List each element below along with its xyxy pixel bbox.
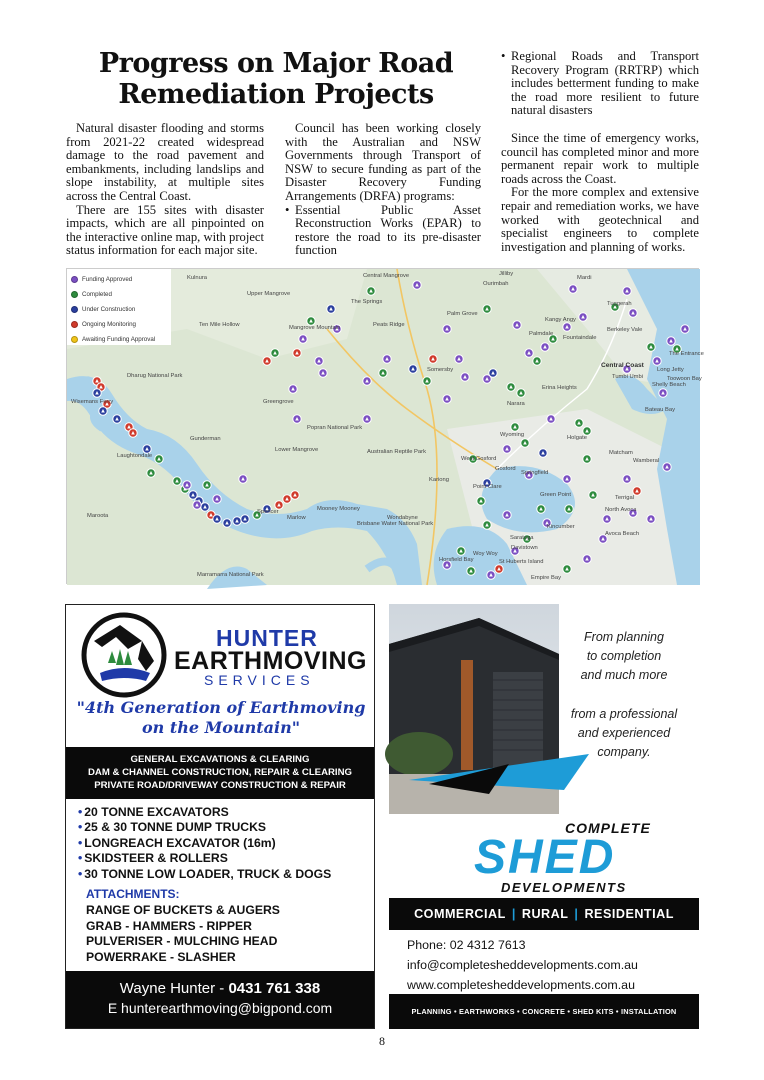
site-marker-icon[interactable] [443,325,451,333]
site-marker-icon[interactable] [467,567,475,575]
site-marker-icon[interactable] [409,365,417,373]
place-label: Peats Ridge [373,322,405,328]
site-marker-icon[interactable] [413,281,421,289]
legend-funding-approved: Funding Approved [71,272,167,287]
status-dot-icon [71,321,78,328]
tagline-line: company. [597,745,651,759]
place-label: Tumbi Umbi [612,374,644,380]
place-label: Gunderman [190,436,221,442]
place-label: West Gosford [461,456,497,462]
place-label: North Avoca [605,507,637,513]
list-item: • LONGREACH EXCAVATOR (16m) [78,835,276,850]
place-label: Somersby [427,367,454,373]
brand-earthmoving: EARTHMOVING [174,647,367,675]
brand-developments: DEVELOPMENTS [501,880,627,895]
legend-ongoing-monitoring: Ongoing Monitoring [71,317,167,332]
site-marker-icon[interactable] [315,357,323,365]
list-item: RANGE OF BUCKETS & AUGERS [86,903,280,917]
category-rural: RURAL [521,907,569,921]
site-marker-icon[interactable] [363,377,371,385]
place-label: Wondabyne [387,515,418,521]
place-label: Tuggerah [607,301,632,307]
site-marker-icon[interactable] [633,487,641,495]
site-marker-icon[interactable] [507,383,515,391]
complete-shed-ad [389,604,699,1029]
category-commercial: COMMERCIAL [414,907,506,921]
col3-paragraph-1: Since the time of emergency works, council has completed minor and more permanent repair work to multiple roads across the Coast. [501,130,699,186]
site-marker-icon[interactable] [271,349,279,357]
site-marker-icon[interactable] [367,287,375,295]
site-marker-icon[interactable] [363,415,371,423]
site-marker-icon[interactable] [525,349,533,357]
place-label: Fountaindale [563,335,597,341]
place-label: Woy Woy [473,551,498,557]
site-marker-icon[interactable] [647,343,655,351]
tagline-planning [554,628,694,685]
category-band [389,898,699,930]
site-marker-icon[interactable] [583,555,591,563]
col1-paragraph-2: There are 155 sites with disaster impacts, which are all pinpointed on the interactive online map, with project status information for each major site. [66,202,264,258]
excavator-logo-icon [80,611,168,699]
site-marker-icon[interactable] [569,285,577,293]
site-marker-icon[interactable] [203,481,211,489]
site-marker-icon[interactable] [483,521,491,529]
band-line: GENERAL EXCAVATIONS & CLEARING [130,754,310,765]
column-3 [501,50,699,254]
brand-shed: SHED [474,831,616,884]
brand-complete: COMPLETE [565,820,651,836]
site-marker-icon[interactable] [563,565,571,573]
col3-bullets [501,50,699,118]
place-label: Mardi [577,275,592,281]
place-label: Bateau Bay [645,407,675,413]
place-label: Wyoming [500,432,525,438]
site-marker-icon[interactable] [173,477,181,485]
place-label: Ten Mile Hollow [199,322,240,328]
site-marker-icon[interactable] [539,449,547,457]
services-band [66,747,374,799]
separator: | [574,907,579,921]
site-marker-icon[interactable] [541,343,549,351]
attachments-title: ATTACHMENTS: [86,887,180,901]
place-label: St Huberts Island [499,559,544,565]
title-line-2: Remediation Projects [118,79,434,110]
site-marker-icon[interactable] [663,463,671,471]
site-marker-icon[interactable] [299,335,307,343]
place-label: Marramarra National Park [197,572,264,578]
col2-paragraph-1: Council has been working closely with the Australian and NSW Governments through Transport of NSW to secure funding as part of the Disaster Recovery Funding Arrangements (DRFA) programs: [285,121,481,203]
site-marker-icon[interactable] [283,495,291,503]
site-marker-icon[interactable] [659,389,667,397]
place-label: Holgate [567,435,587,441]
list-item: GRAB - HAMMERS - RIPPER [86,918,252,933]
site-marker-icon[interactable] [241,515,249,523]
place-label: Narara [507,401,525,407]
site-marker-icon[interactable] [289,385,297,393]
site-marker-icon[interactable] [681,325,689,333]
site-marker-icon[interactable] [563,475,571,483]
phone[interactable]: Phone: 02 4312 7613 [407,938,526,952]
site-marker-icon[interactable] [583,455,591,463]
band-line: PRIVATE ROAD/DRIVEWAY CONSTRUCTION & REPAIR [94,780,346,791]
place-label: The Springs [351,299,383,305]
list-item: POWERRAKE - SLASHER [86,949,236,964]
legend-completed: Completed [71,287,167,302]
site-marker-icon[interactable] [201,503,209,511]
place-label: Matcham [609,450,633,456]
place-label: Kulnura [187,275,207,281]
site-marker-icon[interactable] [319,369,327,377]
site-marker-icon[interactable] [483,305,491,313]
site-marker-icon[interactable] [155,455,163,463]
column-2 [285,122,481,258]
site-marker-icon[interactable] [667,337,675,345]
site-marker-icon[interactable] [517,389,525,397]
status-dot-icon [71,291,78,298]
place-label: Springfield [521,470,549,476]
site-marker-icon[interactable] [263,357,271,365]
site-marker-icon[interactable] [307,317,315,325]
tagline-professional [554,705,694,762]
place-label: Green Point [540,492,571,498]
hunter-earthmoving-ad [65,604,375,1029]
list-item: • 25 & 30 TONNE DUMP TRUCKS [78,820,267,835]
place-label: Maroota [87,513,109,519]
place-label: Jilliby [499,271,514,277]
brand-services: SERVICES [204,672,315,688]
site-marker-icon[interactable] [513,321,521,329]
site-marker-icon[interactable] [589,491,597,499]
site-marker-icon[interactable] [477,497,485,505]
legend-awaiting-approval: Awaiting Funding Approval [71,332,167,347]
page-number: 8 [379,1034,385,1048]
site-marker-icon[interactable] [129,429,137,437]
bullet-rrtrp: • Regional Roads and Transport Recovery Program (RRTRP) which includes betterment funding to make the road more resilient to future natural disasters [501,50,699,118]
column-1 [66,122,264,258]
title-line-1: Progress on Major Road [98,48,454,79]
place-label: Long Jetty [657,367,684,373]
place-label: Davistown [511,545,538,551]
col2-bullets [285,204,481,258]
site-marker-icon[interactable] [563,323,571,331]
attachments-list [86,903,280,965]
category-residential: RESIDENTIAL [584,907,674,921]
place-label: Kincumber [547,524,575,530]
site-marker-icon[interactable] [623,287,631,295]
site-marker-icon[interactable] [213,495,221,503]
site-marker-icon[interactable] [223,519,231,527]
place-label: Greengrove [263,399,294,405]
place-label: Upper Mangrove [247,291,291,297]
place-label: Berkeley Vale [607,327,643,333]
place-label: Mangrove Mountain [289,325,341,331]
place-label: Marlow [287,515,306,521]
site-marker-icon[interactable] [147,469,155,477]
site-marker-icon[interactable] [511,423,519,431]
project-map[interactable] [66,268,704,584]
services-footer: PLANNING • EARTHWORKS • CONCRETE • SHED KITS • INSTALLATION [389,994,699,1029]
legend-under-construction: Under Construction [71,302,167,317]
site-marker-icon[interactable] [629,309,637,317]
site-marker-icon[interactable] [233,517,241,525]
place-label: Popran National Park [307,425,363,431]
place-label: Spencer [257,509,279,515]
contact-band [66,971,374,1028]
tagline-line: From planning [584,630,664,644]
site-marker-icon[interactable] [457,547,465,555]
place-label: Avoca Beach [605,531,640,537]
site-marker-icon[interactable] [487,571,495,579]
site-marker-icon[interactable] [379,369,387,377]
place-label: Kariong [429,477,449,483]
col3-paragraph-2: For the more complex and extensive repair and remediation works, we have worked with geotechnical and specialist engineers to complete investigation and planning of works. [501,185,699,254]
bullet-epar: • Essential Public Asset Reconstruction Works (EPAR) to restore the road to its pre-disaster function [285,204,481,258]
place-label: Gosford [495,466,516,472]
place-label: Palmdale [529,331,554,337]
site-marker-icon[interactable] [495,565,503,573]
site-marker-icon[interactable] [489,369,497,377]
site-marker-icon[interactable] [275,501,283,509]
status-dot-icon [71,306,78,313]
site-marker-icon[interactable] [583,427,591,435]
site-marker-icon[interactable] [647,515,655,523]
list-item: • 20 TONNE EXCAVATORS [78,805,229,819]
site-marker-icon[interactable] [113,415,121,423]
site-marker-icon[interactable] [143,445,151,453]
place-label: Australian Reptile Park [367,449,426,455]
status-dot-icon [71,276,78,283]
website[interactable]: www.completesheddevelopments.com.au [407,978,635,992]
site-marker-icon[interactable] [291,491,299,499]
site-marker-icon[interactable] [521,439,529,447]
tagline: "4th Generation of Earthmoving on the Mountain" [76,698,366,737]
tagline-line: from a professional [570,707,678,721]
site-marker-icon[interactable] [547,415,555,423]
place-label: Lower Mangrove [275,447,319,453]
contact-phone-line: Wayne Hunter - 0431 761 338 [119,980,321,997]
place-label: Laughtondale [117,453,153,459]
status-dot-icon [71,336,78,343]
site-marker-icon[interactable] [565,505,573,513]
band-line: DAM & CHANNEL CONSTRUCTION, REPAIR & CLEARING [87,767,352,778]
place-label: Erina Heights [542,385,577,391]
site-marker-icon[interactable] [293,349,301,357]
site-marker-icon[interactable] [383,355,391,363]
place-label: Empire Bay [531,575,561,581]
col1-paragraph-1: Natural disaster flooding and storms from 2021-22 created widespread damage to the road pavement and embankments, including landslips and slope instability, at multiple sites across the Central Coast. [66,121,264,203]
place-label: Wamberal [633,458,660,464]
site-marker-icon[interactable] [455,355,463,363]
site-marker-icon[interactable] [443,395,451,403]
contact-email[interactable]: E hunterearthmoving@bigpond.com [107,1000,333,1016]
site-marker-icon[interactable] [575,419,583,427]
site-marker-icon[interactable] [239,475,247,483]
place-label: Mooney Mooney [317,506,360,512]
site-marker-icon[interactable] [653,357,661,365]
place-label: Brisbane Water National Park [357,521,434,527]
site-marker-icon[interactable] [537,505,545,513]
place-label: Toowoon Bay [667,376,702,382]
brand-hunter: HUNTER [216,625,318,651]
site-marker-icon[interactable] [93,389,101,397]
tagline-line: to completion [586,649,662,663]
site-marker-icon[interactable] [327,305,335,313]
place-label: Point Clare [473,484,502,490]
map-legend [67,269,171,345]
place-label: Shelly Beach [652,382,686,388]
list-item: PULVERISER - MULCHING HEAD [86,934,278,948]
site-marker-icon[interactable] [99,407,107,415]
site-marker-icon[interactable] [183,481,191,489]
site-marker-icon[interactable] [603,515,611,523]
place-label: Ourimbah [483,281,509,287]
place-label: The Entrance [669,351,704,357]
phone-number[interactable]: 0431 761 338 [228,980,321,997]
place-label: Kangy Angy [545,317,576,323]
site-marker-icon[interactable] [293,415,301,423]
site-marker-icon[interactable] [193,501,201,509]
place-label: Central Mangrove [363,273,410,279]
place-label: Palm Grove [447,311,478,317]
email[interactable]: info@completesheddevelopments.com.au [407,958,638,972]
equipment-list [78,805,331,882]
site-marker-icon[interactable] [213,515,221,523]
place-label: Central Coast [601,362,644,369]
place-label: Dharug National Park [127,373,183,379]
site-marker-icon[interactable] [423,377,431,385]
place-label: Terrigal [615,495,635,501]
list-item: • 30 TONNE LOW LOADER, TRUCK & DOGS [78,866,332,881]
site-marker-icon[interactable] [429,355,437,363]
place-label: Saratoga [510,535,534,541]
site-marker-icon[interactable] [461,373,469,381]
separator: | [511,907,516,921]
article-title [66,48,486,110]
place-label: Wisemans Ferry [71,399,114,405]
site-marker-icon[interactable] [503,511,511,519]
tagline-line: and much more [580,668,668,682]
list-item: • SKIDSTEER & ROLLERS [78,851,228,866]
site-marker-icon[interactable] [533,357,541,365]
site-marker-icon[interactable] [579,313,587,321]
tagline-line: and experienced [577,726,671,740]
place-label: Horsfield Bay [439,557,474,563]
site-marker-icon[interactable] [503,445,511,453]
contact-info [407,935,638,995]
site-marker-icon[interactable] [623,475,631,483]
